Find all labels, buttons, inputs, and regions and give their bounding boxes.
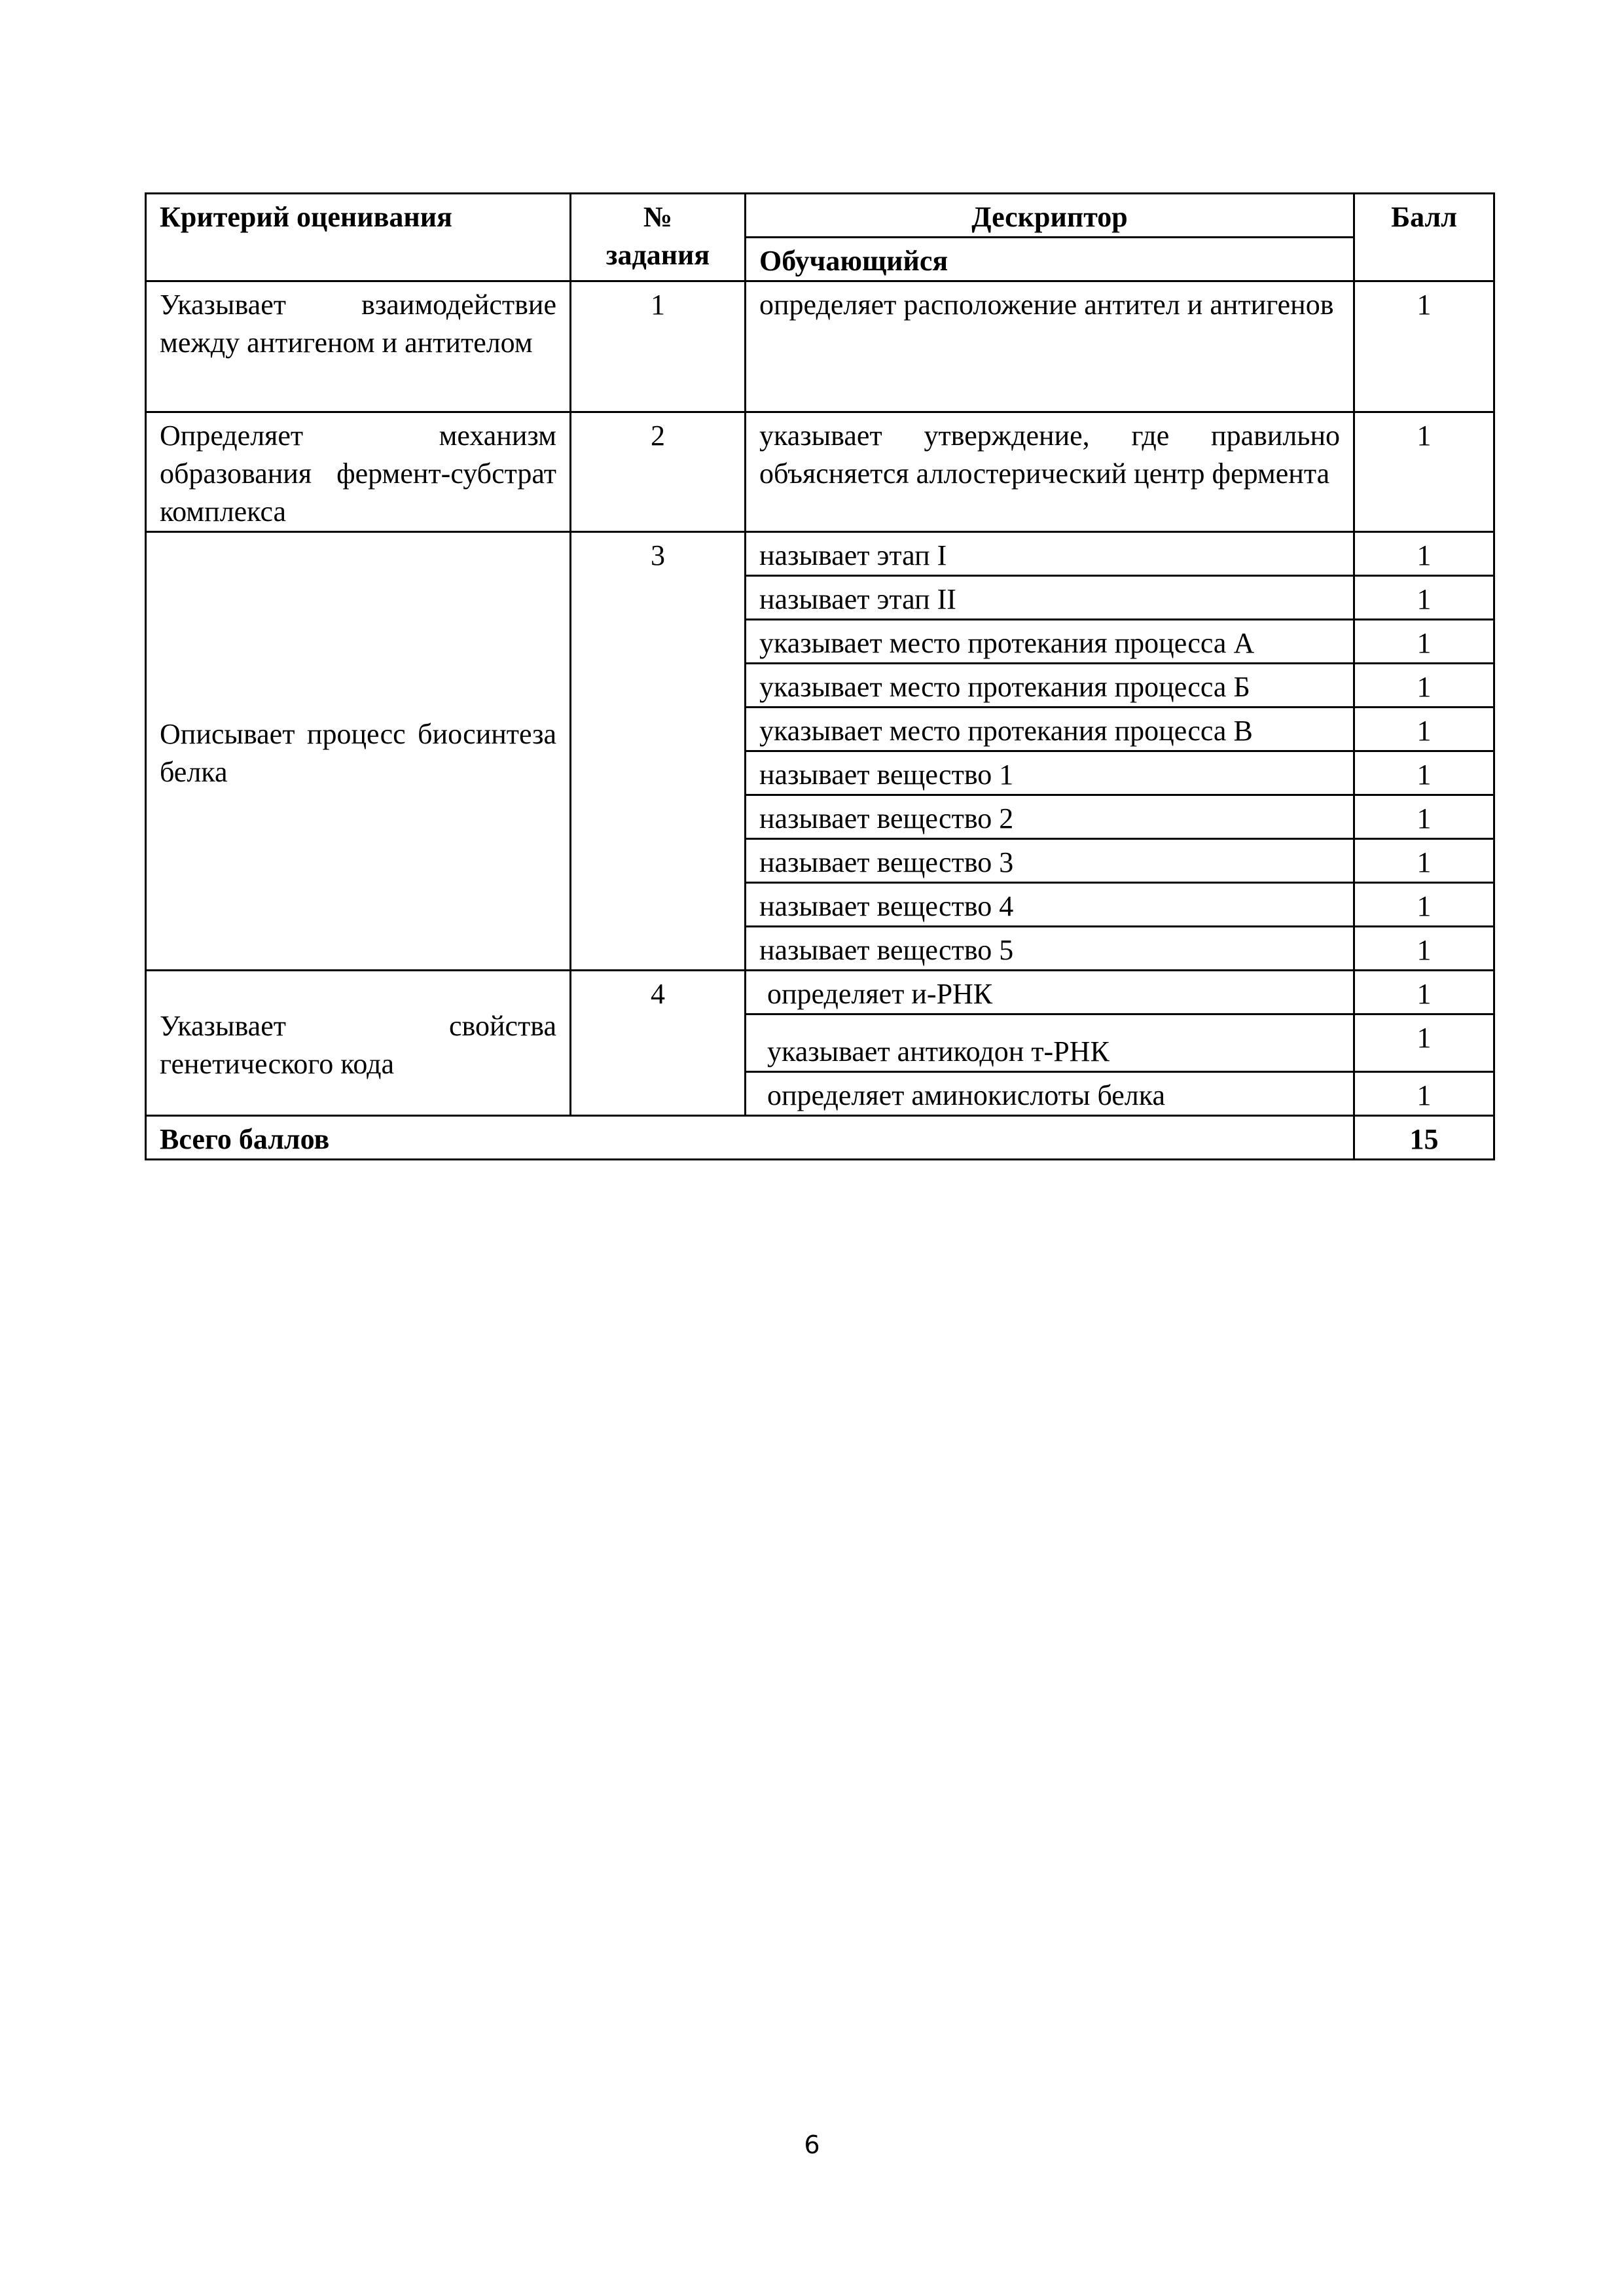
header-task-number (571, 194, 746, 281)
score-cell: 1 (1354, 1072, 1494, 1116)
total-label: Всего баллов (146, 1116, 1354, 1160)
header-score: Балл (1354, 194, 1494, 281)
page-number: 6 (804, 2130, 820, 2159)
table-row (146, 532, 1494, 576)
task-number-cell: 3 (571, 532, 746, 971)
total-row (146, 1116, 1494, 1160)
descriptor-cell: называет этап I (746, 532, 1354, 576)
score-cell: 1 (1354, 971, 1494, 1014)
descriptor-cell: определяет расположение антител и антигенов (746, 281, 1354, 412)
score-cell: 1 (1354, 281, 1494, 412)
score-cell: 1 (1354, 620, 1494, 664)
task-number-cell: 1 (571, 281, 746, 412)
header-learner: Обучающийся (746, 238, 1354, 281)
descriptor-cell: называет вещество 1 (746, 751, 1354, 795)
descriptor-cell: называет вещество 4 (746, 883, 1354, 927)
score-cell: 1 (1354, 883, 1494, 927)
score-cell: 1 (1354, 708, 1494, 751)
descriptor-cell: указывает место протекания процесса А (746, 620, 1354, 664)
score-cell: 1 (1354, 751, 1494, 795)
score-cell: 1 (1354, 412, 1494, 532)
descriptor-cell: определяет аминокислоты белка (746, 1072, 1354, 1116)
header-criterion: Критерий оценивания (146, 194, 571, 281)
criterion-cell: Указывает свойства генетического кода (146, 971, 571, 1116)
total-score: 15 (1354, 1116, 1494, 1160)
header-descriptor: Дескриптор (746, 194, 1354, 238)
header-task-number-line2: задания (605, 239, 710, 271)
score-cell: 1 (1354, 795, 1494, 839)
score-cell: 1 (1354, 839, 1494, 883)
task-number-cell: 2 (571, 412, 746, 532)
descriptor-cell: называет вещество 3 (746, 839, 1354, 883)
descriptor-cell: указывает место протекания процесса В (746, 708, 1354, 751)
assessment-rubric-table (145, 192, 1495, 1160)
descriptor-cell: называет этап II (746, 576, 1354, 620)
table-row (146, 281, 1494, 412)
descriptor-cell: указывает антикодон т-РНК (746, 1014, 1354, 1072)
descriptor-cell: определяет и-РНК (746, 971, 1354, 1014)
descriptor-cell: указывает место протекания процесса Б (746, 664, 1354, 708)
score-cell: 1 (1354, 1014, 1494, 1072)
score-cell: 1 (1354, 664, 1494, 708)
criterion-cell: Описывает процесс биосинтеза белка (146, 532, 571, 971)
header-task-number-line1: № (643, 201, 673, 233)
descriptor-cell: указывает утверждение, где правильно объясняется аллостерический центр фермента (746, 412, 1354, 532)
table-row (146, 412, 1494, 532)
score-cell: 1 (1354, 576, 1494, 620)
score-cell: 1 (1354, 532, 1494, 576)
criterion-cell: Указывает взаимодействие между антигеном и антителом (146, 281, 571, 412)
criterion-cell: Определяет механизм образования фермент-субстрат комплекса (146, 412, 571, 532)
table-row (146, 971, 1494, 1014)
descriptor-cell: называет вещество 2 (746, 795, 1354, 839)
score-cell: 1 (1354, 927, 1494, 971)
descriptor-cell: называет вещество 5 (746, 927, 1354, 971)
task-number-cell: 4 (571, 971, 746, 1116)
